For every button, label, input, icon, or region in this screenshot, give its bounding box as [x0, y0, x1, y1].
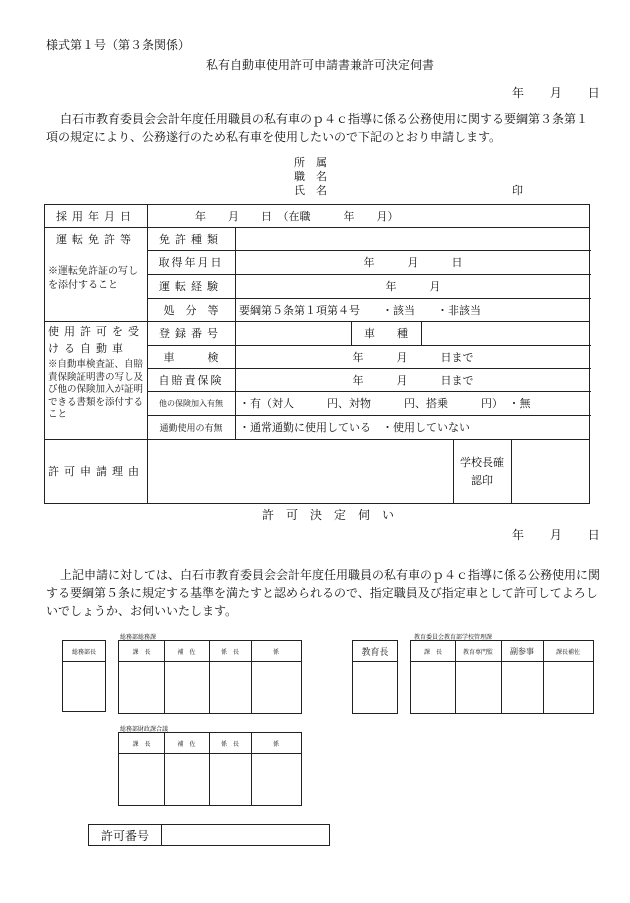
decision-text: 上記申請に対しては、白石市教育委員会会計年度任用職員の私有車のｐ４ｃ指導に係る公務使用に関する要綱第５条に規定する基準を満たすと認められるので、指定職員及び指定車として許可してよろしいでしょうか、お伺いいたします。: [46, 568, 601, 618]
experience-value: 年 月: [385, 280, 441, 293]
license-note: ※運転免許証の写しを添付すること: [48, 266, 138, 291]
stamp-group2-grid[interactable]: [410, 640, 594, 714]
intro-text: 白石市教育委員会会計年度任用職員の私有車のｐ４ｃ指導に係る公務使用に関する要綱第３条第１項の規定により、公務遂行のため私有車を使用したいので下記のとおり申請します。: [46, 112, 589, 144]
decision-month: 月: [549, 528, 562, 542]
stamp-col-label: 係 長: [220, 648, 239, 656]
vehicle-label: 使用許可を受ける自動車: [48, 325, 144, 355]
disposal-label: 処 分 等: [163, 303, 219, 317]
stamp-col-label: 課 長: [132, 740, 151, 748]
stamp-group3-caption: 総務部財政課合議: [120, 726, 169, 733]
stamp-col-label: 課 長: [423, 648, 442, 656]
dept-label: 所 属: [294, 156, 327, 169]
other-insurance-label: 他の保険加入有無: [159, 398, 223, 408]
stamp-group1-grid[interactable]: [118, 640, 302, 714]
acquired-date-label: 取得年月日: [158, 256, 224, 269]
date-month: 月: [549, 86, 562, 100]
stamp-group2-caption: 教育委員会教育部学校管理課: [414, 634, 493, 641]
stamp-col-label: 係: [272, 648, 279, 656]
hire-date-value: 年 月 日 （在職 年 月）: [195, 210, 399, 223]
stamp-col-label: 補 佐: [177, 648, 196, 656]
experience-label: 運転経験: [159, 280, 223, 293]
stamp-col-label: 係 長: [220, 740, 239, 748]
application-table: [44, 204, 590, 504]
post-label: 職 名: [294, 170, 327, 183]
cali-label: 自賠責保険: [158, 373, 224, 387]
date-year: 年: [512, 86, 525, 100]
decision-day: 日: [587, 528, 600, 542]
commute-label: 通勤使用の有無: [159, 423, 223, 434]
seal-mark: 印: [512, 184, 523, 197]
document-title: 私有自動車使用許可申請書兼許可決定伺書: [206, 58, 435, 72]
principal-confirm-label: 学校長確認印: [460, 456, 504, 487]
hire-date-label: 採用年月日: [56, 210, 136, 223]
stamp-col-label: 係: [272, 740, 279, 748]
inspection-value: 年 月 日まで: [352, 350, 474, 364]
form-number: 様式第１号（第３条関係）: [46, 38, 191, 52]
stamp-col-label: 副参事: [510, 646, 534, 656]
license-label: 運転免許等: [56, 233, 136, 246]
stamp-box-superintendent[interactable]: [352, 640, 398, 714]
permit-number-label: 許可番号: [89, 825, 162, 845]
stamp-label: 総務部長: [63, 641, 105, 662]
stamp-col-label: 課長補佐: [555, 648, 580, 656]
car-type-label: 車 種: [364, 327, 408, 340]
license-type-label: 免許種類: [159, 232, 223, 246]
stamp-group3-grid[interactable]: [118, 732, 302, 806]
stamp-label: 教育長: [353, 641, 397, 662]
reg-no-label: 登録番号: [159, 327, 223, 340]
permit-number-box: [88, 824, 330, 846]
principal-seal-box[interactable]: [511, 439, 591, 503]
stamp-col-label: 補 佐: [177, 740, 196, 748]
cali-value: 年 月 日まで: [352, 373, 474, 387]
inspection-label: 車 検: [163, 350, 219, 364]
stamp-col-label: 課 長: [132, 648, 151, 656]
decision-date: [512, 526, 600, 543]
other-insurance-value: ・有（対人 円、対物 円、搭乗 円） ・無: [239, 397, 531, 410]
stamp-group1-caption: 総務部総務課: [120, 634, 157, 641]
disposal-value: 要綱第５条第１項第４号 ・該当 ・非該当: [239, 303, 481, 317]
name-label: 氏 名: [294, 184, 327, 197]
permit-number-field[interactable]: [162, 825, 328, 845]
stamp-box-general-affairs-director[interactable]: [62, 640, 106, 712]
application-date: [512, 84, 600, 101]
reason-label: 許可申請理由: [48, 465, 144, 478]
reason-field[interactable]: [147, 439, 453, 503]
commute-value: ・通常通勤に使用している ・使用していない: [239, 421, 470, 434]
decision-year: 年: [512, 528, 525, 542]
vehicle-note: ※自動車検査証、自賠責保険証明書の写し及び他の保険加入が証明できる書類を添付すること: [48, 359, 144, 420]
acquired-date-value: 年 月 日: [363, 256, 463, 269]
date-day: 日: [587, 86, 600, 100]
stamp-col-label: 教育専門監: [462, 648, 493, 656]
decision-heading: 許 可 決 定 伺 い: [262, 508, 395, 522]
